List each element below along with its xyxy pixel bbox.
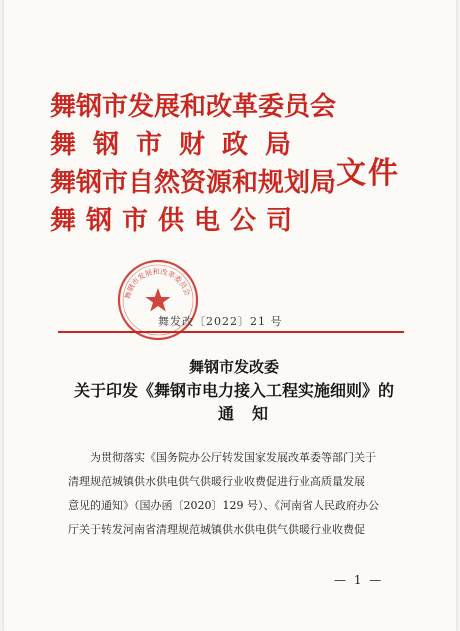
document-number: 舞发改〔2022〕21 号 — [158, 315, 283, 328]
title-line-2: 关于印发《舞钢市电力接入工程实施细则》的 — [73, 381, 394, 400]
title-line-3: 通知 — [217, 404, 286, 423]
seal-star-icon — [146, 288, 171, 312]
body-line: 为贯彻落实《国务院办公厅转发国家发展改革委等部门关于 — [90, 451, 376, 464]
body-line: 意见的通知》（国办函〔2020〕129 号）、《河南省人民政府办公 — [68, 499, 379, 512]
issuer-drc: 舞钢市发展和改革委员会 — [50, 92, 337, 122]
issuer-power-supply-company: 舞钢市供电公司 — [50, 206, 303, 236]
issuer-natural-resources-bureau: 舞钢市自然资源和规划局 — [50, 168, 337, 198]
body-paragraph — [68, 446, 408, 542]
issuer-block — [50, 88, 350, 240]
official-seal — [116, 258, 200, 342]
red-divider-line — [58, 331, 404, 333]
issuer-finance-bureau: 舞钢市财政局 — [50, 130, 309, 160]
document-type-label: 文件 — [336, 156, 400, 191]
page-number: — 1 — — [334, 573, 384, 587]
document-page — [4, 0, 456, 631]
seal-text: 舞钢市发展和改革委员会 — [123, 266, 193, 300]
body-line: 清理规范城镇供水供电供气供暖行业收费促进行业高质量发展 — [68, 475, 365, 488]
title-line-1: 舞钢市发改委 — [188, 358, 279, 376]
body-line: 厅关于转发河南省清理规范城镇供水供电供气供暖行业收费促 — [68, 523, 365, 536]
